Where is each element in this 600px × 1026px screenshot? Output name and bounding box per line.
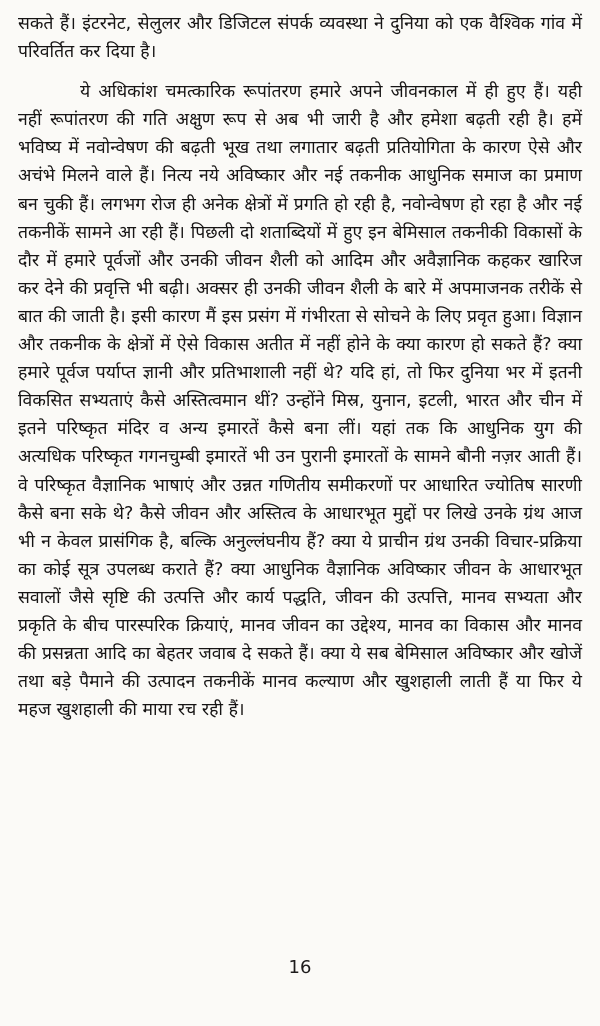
page-number: 16 — [288, 957, 312, 978]
page-body — [18, 10, 582, 724]
paragraph-main: ये अधिकांश चमत्कारिक रूपांतरण हमारे अपने जीवनकाल में ही हुए हैं। यही नहीं रूपांतरण की गति अक्षुण रूप से अब भी जारी है और हमेशा बढ़ती रही है। हमें भविष्य में नवोन्वेषण की बढ़ती भूख तथा लगातार बढ़ती प्रतियोगिता के कारण ऐसे और अचंभे मिलने वाले हैं। नित्य नये अविष्कार और नई तकनीक आधुनिक समाज का प्रमाण बन चुकी हैं। लगभग रोज ही अनेक क्षेत्रों में प्रगति हो रही है, नवोन्वेषण हो रहा है और नई तकनीकें सामने आ रही हैं। पिछली दो शताब्दियों में हुए इन बेमिसाल तकनीकी विकासों के दौर में हमारे पूर्वजों और उनकी जीवन शैली को आदिम और अवैज्ञानिक कहकर खारिज कर देने की प्रवृत्ति भी बढ़ी। अक्सर ही उनकी जीवन शैली के बारे में अपमाजनक तरीकें से बात की जाती है। इसी कारण मैं इस प्रसंग में गंभीरता से सोचने के लिए प्रवृत हुआ। विज्ञान और तकनीक के क्षेत्रों में ऐसे विकास अतीत में नहीं होने के क्या कारण हो सकते हैं? क्या हमारे पूर्वज पर्याप्त ज्ञानी और प्रतिभाशाली नहीं थे? यदि हां, तो फिर दुनिया भर में इतनी विकसित सभ्यताएं कैसे अस्तित्वमान थीं? उन्होंने मिस्र, युनान, इटली, भारत और चीन में इतने परिष्कृत मंदिर व अन्य इमारतें कैसे बना लीं। यहां तक कि आधुनिक युग की अत्यधिक परिष्कृत गगनचुम्बी इमारतें भी उन पुरानी इमारतों के सामने बौनी नज़र आती हैं। वे परिष्कृत वैज्ञानिक भाषाएं और उन्नत गणितीय समीकरणों पर आधारित ज्योतिष सारणी कैसे बना सके थे? कैसे जीवन और अस्तित्व के आधारभूत मुद्दों पर लिखे उनके ग्रंथ आज भी न केवल प्रासंगिक है, बल्कि अनुल्लंघनीय हैं? क्या ये प्राचीन ग्रंथ उनकी विचार-प्रक्रिया का कोई सूत्र उपलब्ध कराते हैं? क्या आधुनिक वैज्ञानिक अविष्कार जीवन के आधारभूत सवालों जैसे सृष्टि की उत्पत्ति और कार्य पद्धति, जीवन की उत्पत्ति, मानव सभ्यता और प्रकृति के बीच पारस्परिक क्रियाएं, मानव जीवन का उद्देश्य, मानव का विकास और मानव की प्रसन्नता आदि का बेहतर जवाब दे सकते हैं। क्या ये सब बेमिसाल अविष्कार और खोजें तथा बड़े पैमाने की उत्पादन तकनीकें मानव कल्याण और खुशहाली लाती हैं या फिर ये महज खुशहाली की माया रच रही हैं। — [18, 82, 582, 721]
paragraph-continued: सकते हैं। इंटरनेट, सेलुलर और डिजिटल संपर्क व्यवस्था ने दुनिया को एक वैश्विक गांव में परिवर्तित कर दिया है। — [18, 14, 582, 63]
